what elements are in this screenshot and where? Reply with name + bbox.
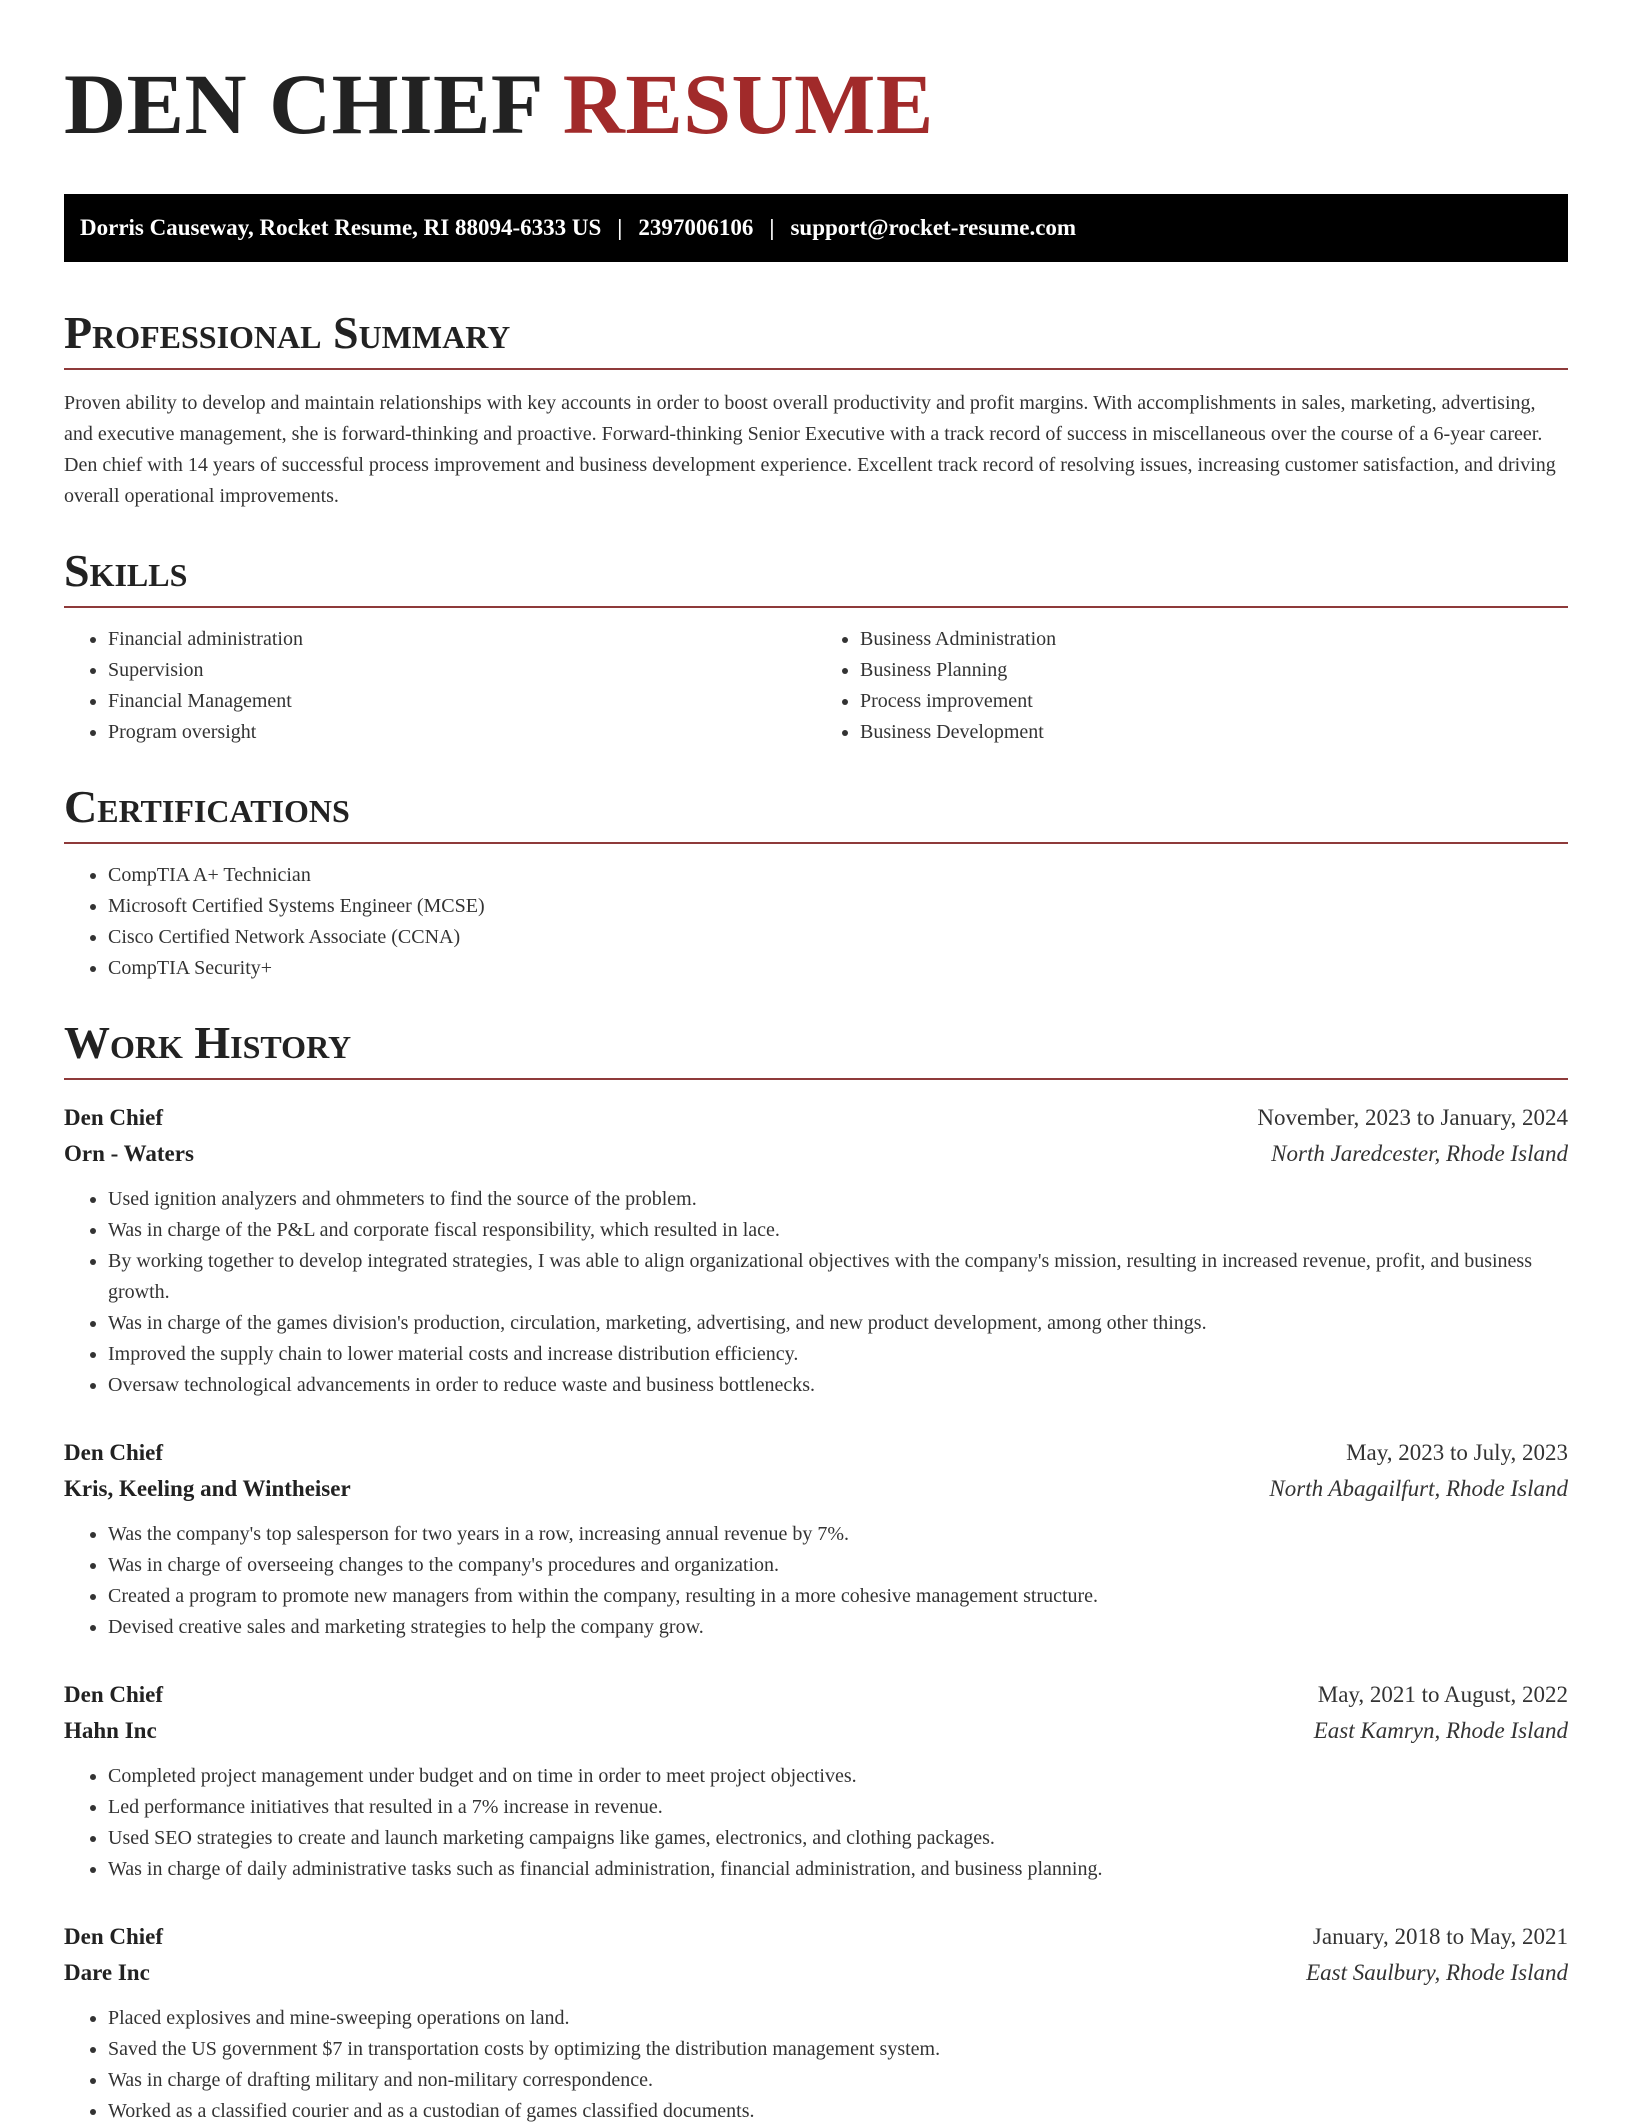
- job-bullet: • Improved the supply chain to lower material costs and increase distribution efficiency.: [108, 1339, 1568, 1370]
- job-bullet: • Was in charge of daily administrative tasks such as financial administration, financial administration, and business planning.: [108, 1854, 1568, 1885]
- job-bullet: • Worked as a classified courier and as a custodian of games classified documents.: [108, 2096, 1568, 2127]
- job-bullet: • Created a program to promote new managers from within the company, resulting in a more cohesive management structure.: [108, 1581, 1568, 1612]
- job-bullet: • Was in charge of overseeing changes to the company's procedures and organization.: [108, 1550, 1568, 1581]
- job-bullet: • Was in charge of the games division's production, circulation, marketing, advertising, and new product development, among other things.: [108, 1308, 1568, 1339]
- job-title: Den Chief: [64, 1440, 164, 1465]
- job-bullets: [64, 1761, 1568, 1885]
- job-bullet: • Devised creative sales and marketing strategies to help the company grow.: [108, 1612, 1568, 1643]
- contact-separator: |: [769, 215, 775, 240]
- job-bullet: • Was in charge of drafting military and non-military correspondence.: [108, 2065, 1568, 2096]
- job-bullets: [64, 1184, 1568, 1401]
- document-title: [64, 54, 1568, 154]
- skill-item: • Financial administration: [108, 624, 816, 655]
- contact-email: support@rocket-resume.com: [790, 215, 1077, 240]
- job-bullet: • Completed project management under budget and on time in order to meet project objectives.: [108, 1761, 1568, 1792]
- skill-item: • Process improvement: [860, 686, 1568, 717]
- job-dates: May, 2023 to July, 2023: [1346, 1440, 1568, 1465]
- job-company-row: [64, 1955, 1568, 1991]
- summary-text: Proven ability to develop and maintain relationships with key accounts in order to boost overall productivity and profit margins. With accomplishments in sales, marketing, advertising, and executive management, she is forward-thinking and proactive. Forward-thinking Senior Executive with a track record of success in miscellaneous over the course of a 6-year career. Den chief with 14 years of successful process improvement and business development experience. Excellent track record of resolving issues, increasing customer satisfaction, and driving overall operational improvements.: [64, 392, 1556, 507]
- job-header-row: [64, 1919, 1568, 1955]
- skill-item: • Business Development: [860, 717, 1568, 748]
- job-location: North Abagailfurt, Rhode Island: [1269, 1476, 1568, 1501]
- contact-separator: |: [617, 215, 623, 240]
- contact-bar: [64, 194, 1568, 262]
- job-bullet: • Oversaw technological advancements in order to reduce waste and business bottlenecks.: [108, 1370, 1568, 1401]
- job-entry: [64, 1100, 1568, 1401]
- job-location: North Jaredcester, Rhode Island: [1271, 1141, 1568, 1166]
- job-bullet: • Led performance initiatives that resulted in a 7% increase in revenue.: [108, 1792, 1568, 1823]
- job-bullet: • Was in charge of the P&L and corporate fiscal responsibility, which resulted in lace.: [108, 1215, 1568, 1246]
- job-company: Kris, Keeling and Wintheiser: [64, 1476, 351, 1501]
- job-title: Den Chief: [64, 1924, 164, 1949]
- skills-list-right: [816, 624, 1568, 748]
- section-heading: Certifications: [64, 780, 1568, 844]
- title-accent: RESUME: [562, 56, 934, 152]
- skills-grid: [64, 608, 1568, 748]
- job-dates: November, 2023 to January, 2024: [1257, 1105, 1568, 1130]
- skill-item: • Business Administration: [860, 624, 1568, 655]
- job-entry: [64, 1677, 1568, 1885]
- job-title: Den Chief: [64, 1105, 164, 1130]
- job-company-row: [64, 1471, 1568, 1507]
- job-company: Orn - Waters: [64, 1141, 194, 1166]
- skill-item: • Program oversight: [108, 717, 816, 748]
- job-location: East Kamryn, Rhode Island: [1313, 1718, 1568, 1743]
- job-dates: May, 2021 to August, 2022: [1317, 1682, 1568, 1707]
- certification-item: • CompTIA Security+: [108, 953, 1568, 984]
- certifications-section: [64, 780, 1568, 984]
- professional-summary-section: [64, 306, 1568, 512]
- job-bullet: • By working together to develop integrated strategies, I was able to align organizational objectives with the company's mission, resulting in increased revenue, profit, and business growth.: [108, 1246, 1568, 1308]
- job-entry: [64, 1435, 1568, 1643]
- work-history-section: [64, 1016, 1568, 2127]
- section-heading: Professional Summary: [64, 306, 1568, 370]
- title-main: DEN CHIEF: [64, 56, 541, 152]
- job-bullet: • Saved the US government $7 in transportation costs by optimizing the distribution management system.: [108, 2034, 1568, 2065]
- job-location: East Saulbury, Rhode Island: [1306, 1960, 1568, 1985]
- job-company: Hahn Inc: [64, 1718, 157, 1743]
- job-company: Dare Inc: [64, 1960, 150, 1985]
- job-header-row: [64, 1435, 1568, 1471]
- job-title: Den Chief: [64, 1682, 164, 1707]
- job-entry: [64, 1919, 1568, 2127]
- skill-item: • Business Planning: [860, 655, 1568, 686]
- job-bullet: • Placed explosives and mine-sweeping operations on land.: [108, 2003, 1568, 2034]
- job-bullets: [64, 1519, 1568, 1643]
- contact-address: Dorris Causeway, Rocket Resume, RI 88094-6333 US: [80, 215, 602, 240]
- certification-item: • Cisco Certified Network Associate (CCNA): [108, 922, 1568, 953]
- certification-item: • CompTIA A+ Technician: [108, 860, 1568, 891]
- job-header-row: [64, 1677, 1568, 1713]
- certification-item: • Microsoft Certified Systems Engineer (MCSE): [108, 891, 1568, 922]
- certifications-list: [64, 860, 1568, 984]
- section-heading: Work History: [64, 1016, 1568, 1080]
- job-bullets: [64, 2003, 1568, 2127]
- job-header-row: [64, 1100, 1568, 1136]
- job-bullet: • Was the company's top salesperson for two years in a row, increasing annual revenue by 7%.: [108, 1519, 1568, 1550]
- job-company-row: [64, 1136, 1568, 1172]
- skill-item: • Supervision: [108, 655, 816, 686]
- skill-item: • Financial Management: [108, 686, 816, 717]
- job-bullet: • Used ignition analyzers and ohmmeters to find the source of the problem.: [108, 1184, 1568, 1215]
- job-bullet: • Used SEO strategies to create and launch marketing campaigns like games, electronics, and clothing packages.: [108, 1823, 1568, 1854]
- skills-list-left: [64, 624, 816, 748]
- job-company-row: [64, 1713, 1568, 1749]
- section-heading: Skills: [64, 544, 1568, 608]
- contact-phone: 2397006106: [638, 215, 754, 240]
- skills-section: [64, 544, 1568, 748]
- job-dates: January, 2018 to May, 2021: [1312, 1924, 1568, 1949]
